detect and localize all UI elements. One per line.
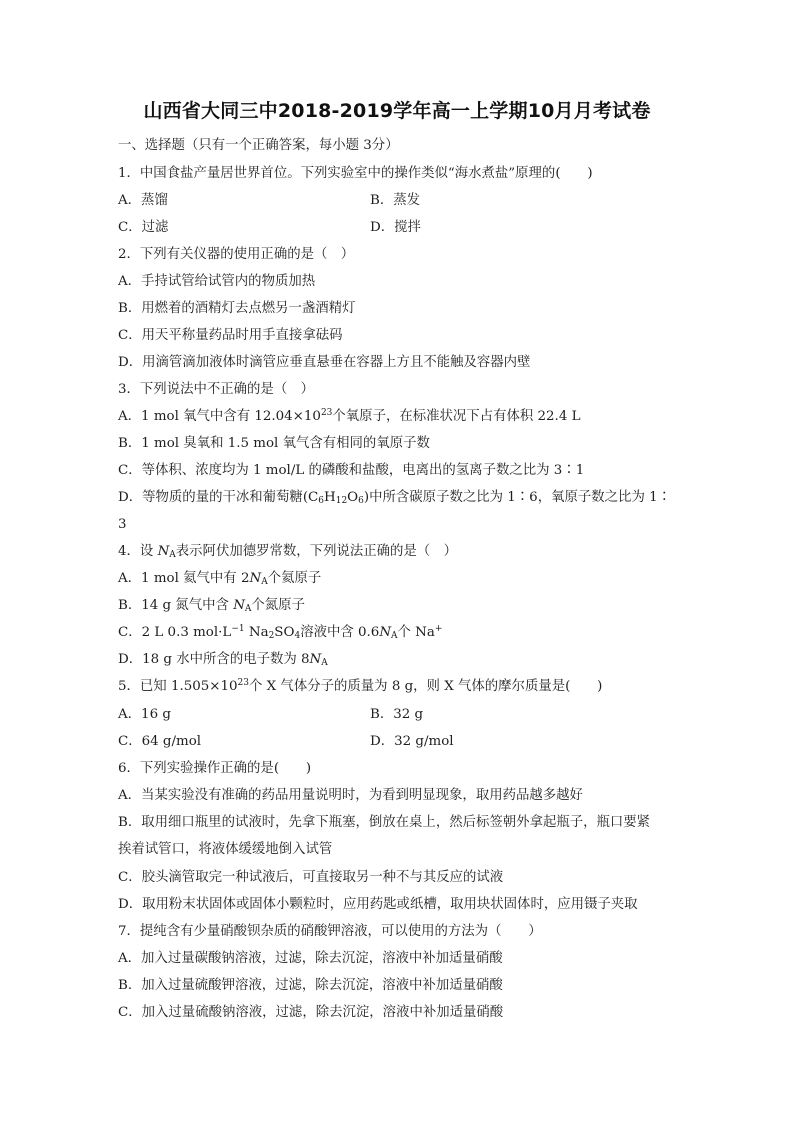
q7-option-a: A．加入过量碳酸钠溶液，过滤，除去沉淀，溶液中补加适量硝酸 xyxy=(118,951,503,966)
exam-title: 山西省大同三中2018-2019学年高一上学期10月月考试卷 xyxy=(143,100,651,122)
question-7-stem: 7．提纯含有少量硝酸钡杂质的硝酸钾溶液，可以使用的方法为（ ） xyxy=(118,924,542,939)
q5-option-d: D．32 g/mol xyxy=(370,734,454,749)
q1-option-b: B．蒸发 xyxy=(370,193,421,208)
question-3-stem: 3．下列说法中不正确的是（ ） xyxy=(118,382,314,397)
q4-c-text-end: 个 Na xyxy=(397,625,435,640)
q4-c-na: Na xyxy=(244,625,269,640)
question-2-stem: 2．下列有关仪器的使用正确的是（ ） xyxy=(118,247,355,262)
q4-c-so: SO xyxy=(274,625,295,640)
q6-option-c: C．胶头滴管取完一种试液后，可直接取另一种不与其反应的试液 xyxy=(118,870,504,885)
q3-option-c: C．等体积、浓度均为 1 mol/L 的磷酸和盐酸，电离出的氢离子数之比为 3∶1 xyxy=(118,463,585,478)
avogadro-symbol: N xyxy=(157,544,170,559)
q3-d-sub-h: 12 xyxy=(335,496,348,506)
q4-c-text: C．2 L 0.3 mol·L xyxy=(118,625,232,640)
q3-option-d-continued: 3 xyxy=(118,517,127,532)
q4-c-sub-na: 2 xyxy=(268,631,275,641)
q1-option-d: D．搅拌 xyxy=(370,220,421,235)
q4-a-text-end: 个氦原子 xyxy=(267,571,322,586)
q4-c-exponent: −1 xyxy=(231,624,245,634)
q3-d-text: D．等物质的量的干冰和葡萄糖(C xyxy=(118,490,319,505)
avogadro-subscript: A xyxy=(261,577,268,587)
q4-option-a xyxy=(118,570,321,588)
q4-c-charge: + xyxy=(434,624,443,634)
q3-a-exponent: 23 xyxy=(320,408,333,418)
question-6-stem: 6．下列实验操作正确的是( ) xyxy=(118,761,312,776)
q6-option-b: B．取用细口瓶里的试液时，先拿下瓶塞，倒放在桌上，然后标签朝外拿起瓶子，瓶口要紧 xyxy=(118,815,651,830)
q6-option-d: D．取用粉末状固体或固体小颗粒时，应用药匙或纸槽，取用块状固体时，应用镊子夹取 xyxy=(118,897,638,912)
avogadro-symbol: N xyxy=(379,625,392,640)
q1-option-c: C．过滤 xyxy=(118,220,169,235)
q4-option-c xyxy=(118,624,442,642)
question-4-stem xyxy=(118,543,457,561)
q4-stem-text-end: 表示阿伏加德罗常数，下列说法正确的是（ ） xyxy=(175,544,457,559)
avogadro-symbol: N xyxy=(309,652,322,667)
avogadro-symbol: N xyxy=(249,571,262,586)
q5-stem-text: 5．已知 1.505×10 xyxy=(118,679,238,694)
q1-option-a: A．蒸馏 xyxy=(118,193,168,208)
q3-d-o: O xyxy=(347,490,359,505)
avogadro-subscript: A xyxy=(244,604,252,614)
q4-b-text: B．14 g 氮气中含 xyxy=(118,598,234,613)
q2-option-a: A．手持试管给试管内的物质加热 xyxy=(118,274,316,289)
q5-option-a: A．16 g xyxy=(118,707,171,722)
q3-option-a xyxy=(118,408,581,426)
q7-option-b: B．加入过量硫酸钾溶液，过滤，除去沉淀，溶液中补加适量硝酸 xyxy=(118,978,503,993)
question-5-stem xyxy=(118,678,602,696)
q4-d-text: D．18 g 水中所含的电子数为 8 xyxy=(118,652,310,667)
q6-option-a: A．当某实验没有准确的药品用量说明时，为看到明显现象，取用药品越多越好 xyxy=(118,788,583,803)
q3-d-sub-c: 6 xyxy=(318,496,325,506)
q4-b-text-end: 个氮原子 xyxy=(251,598,305,613)
avogadro-subscript: A xyxy=(321,658,328,668)
q5-option-c: C．64 g/mol xyxy=(118,734,202,749)
q4-c-sub-o: 4 xyxy=(294,631,301,641)
avogadro-symbol: N xyxy=(233,598,245,613)
q5-stem-text-end: 个 X 气体分子的质量为 8 g，则 X 气体的摩尔质量是( ) xyxy=(249,679,603,694)
q3-d-sub-o: 6 xyxy=(358,496,364,506)
q4-option-d xyxy=(118,651,328,669)
q2-option-c: C．用天平称量药品时用手直接拿砝码 xyxy=(118,328,343,343)
q3-option-d xyxy=(118,489,671,507)
q2-option-b: B．用燃着的酒精灯去点燃另一盏酒精灯 xyxy=(118,301,356,316)
q4-stem-text: 4．设 xyxy=(118,544,158,559)
q3-option-b: B．1 mol 臭氧和 1.5 mol 氧气含有相同的氧原子数 xyxy=(118,436,430,451)
q3-a-text-end: 个氧原子，在标准状况下占有体积 22.4 L xyxy=(332,409,581,424)
q4-a-text: A．1 mol 氦气中有 2 xyxy=(118,571,250,586)
q4-c-text-mid: 溶液中含 0.6 xyxy=(300,625,380,640)
q2-option-d: D．用滴管滴加液体时滴管应垂直悬垂在容器上方且不能触及容器内壁 xyxy=(118,355,531,370)
q7-option-c: C．加入过量硫酸钠溶液，过滤，除去沉淀，溶液中补加适量硝酸 xyxy=(118,1005,504,1020)
avogadro-subscript: A xyxy=(391,631,398,641)
q5-exponent: 23 xyxy=(237,678,249,688)
q5-option-b: B．32 g xyxy=(370,707,424,722)
q3-a-text: A．1 mol 氧气中含有 12.04×10 xyxy=(118,409,321,424)
q6-option-b-continued: 挨着试管口，将液体缓缓地倒入试管 xyxy=(118,842,333,857)
question-1-stem: 1．中国食盐产量居世界首位。下列实验室中的操作类似“海水煮盐”原理的( ) xyxy=(118,166,593,181)
section-heading: 一、选择题（只有一个正确答案，每小题 3分） xyxy=(118,138,399,153)
q3-d-h: H xyxy=(324,490,336,505)
avogadro-subscript: A xyxy=(169,550,176,560)
q3-d-text-end: )中所含碳原子数之比为 1∶6，氧原子数之比为 1∶ xyxy=(363,490,671,505)
q4-option-b xyxy=(118,597,305,615)
